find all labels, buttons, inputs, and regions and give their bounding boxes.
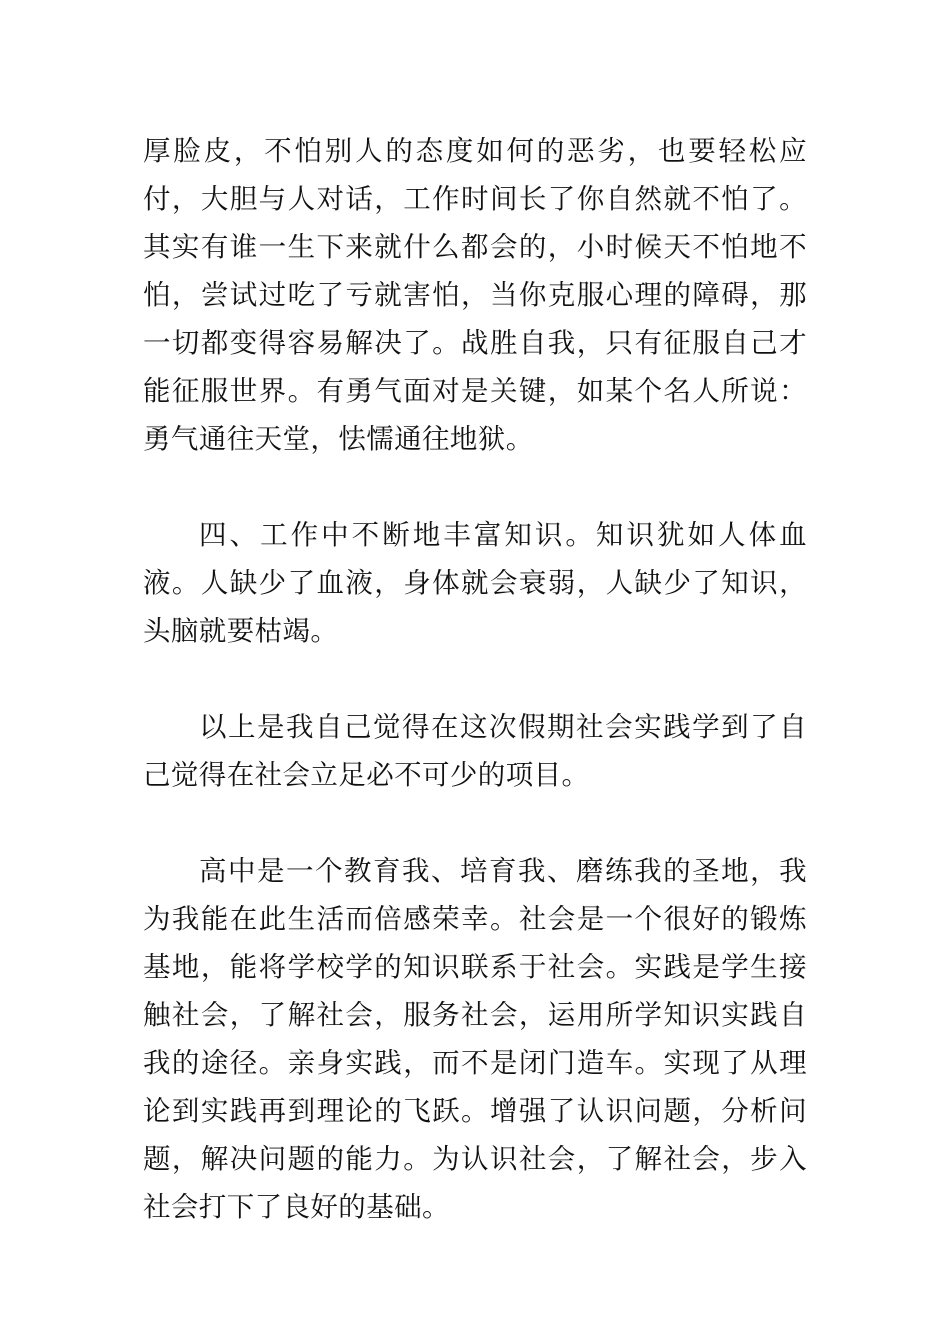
paragraph-summary: 以上是我自己觉得在这次假期社会实践学到了自己觉得在社会立足必不可少的项目。 [143,711,807,791]
paragraph-conclusion: 高中是一个教育我、培育我、磨练我的圣地，我为我能在此生活而倍感荣幸。社会是一个很好的锻炼基地，能将学校学的知识联系于社会。实践是学生接触社会，了解社会，服务社会，运用所学知识实践自我的途径。亲身实践，而不是闭门造车。实现了从理论到实践再到理论的飞跃。增强了认识问题，分析问题，解决问题的能力。为认识社会，了解社会，步入社会打下了良好的基础。 [143,855,807,1223]
paragraph-continuation: 厚脸皮，不怕别人的态度如何的恶劣，也要轻松应付，大胆与人对话，工作时间长了你自然就不怕了。其实有谁一生下来就什么都会的，小时候天不怕地不怕，尝试过吃了亏就害怕，当你克服心理的障碍，那一切都变得容易解决了。战胜自我，只有征服自己才能征服世界。有勇气面对是关键，如某个名人所说：勇气通往天堂，怯懦通往地狱。 [143,135,807,455]
paragraph-gap [143,799,807,847]
paragraph-knowledge: 四、工作中不断地丰富知识。知识犹如人体血液。人缺少了血液，身体就会衰弱，人缺少了知识，头脑就要枯竭。 [143,519,807,647]
document-body [143,127,807,1231]
paragraph-gap [143,463,807,511]
paragraph-gap [143,655,807,703]
